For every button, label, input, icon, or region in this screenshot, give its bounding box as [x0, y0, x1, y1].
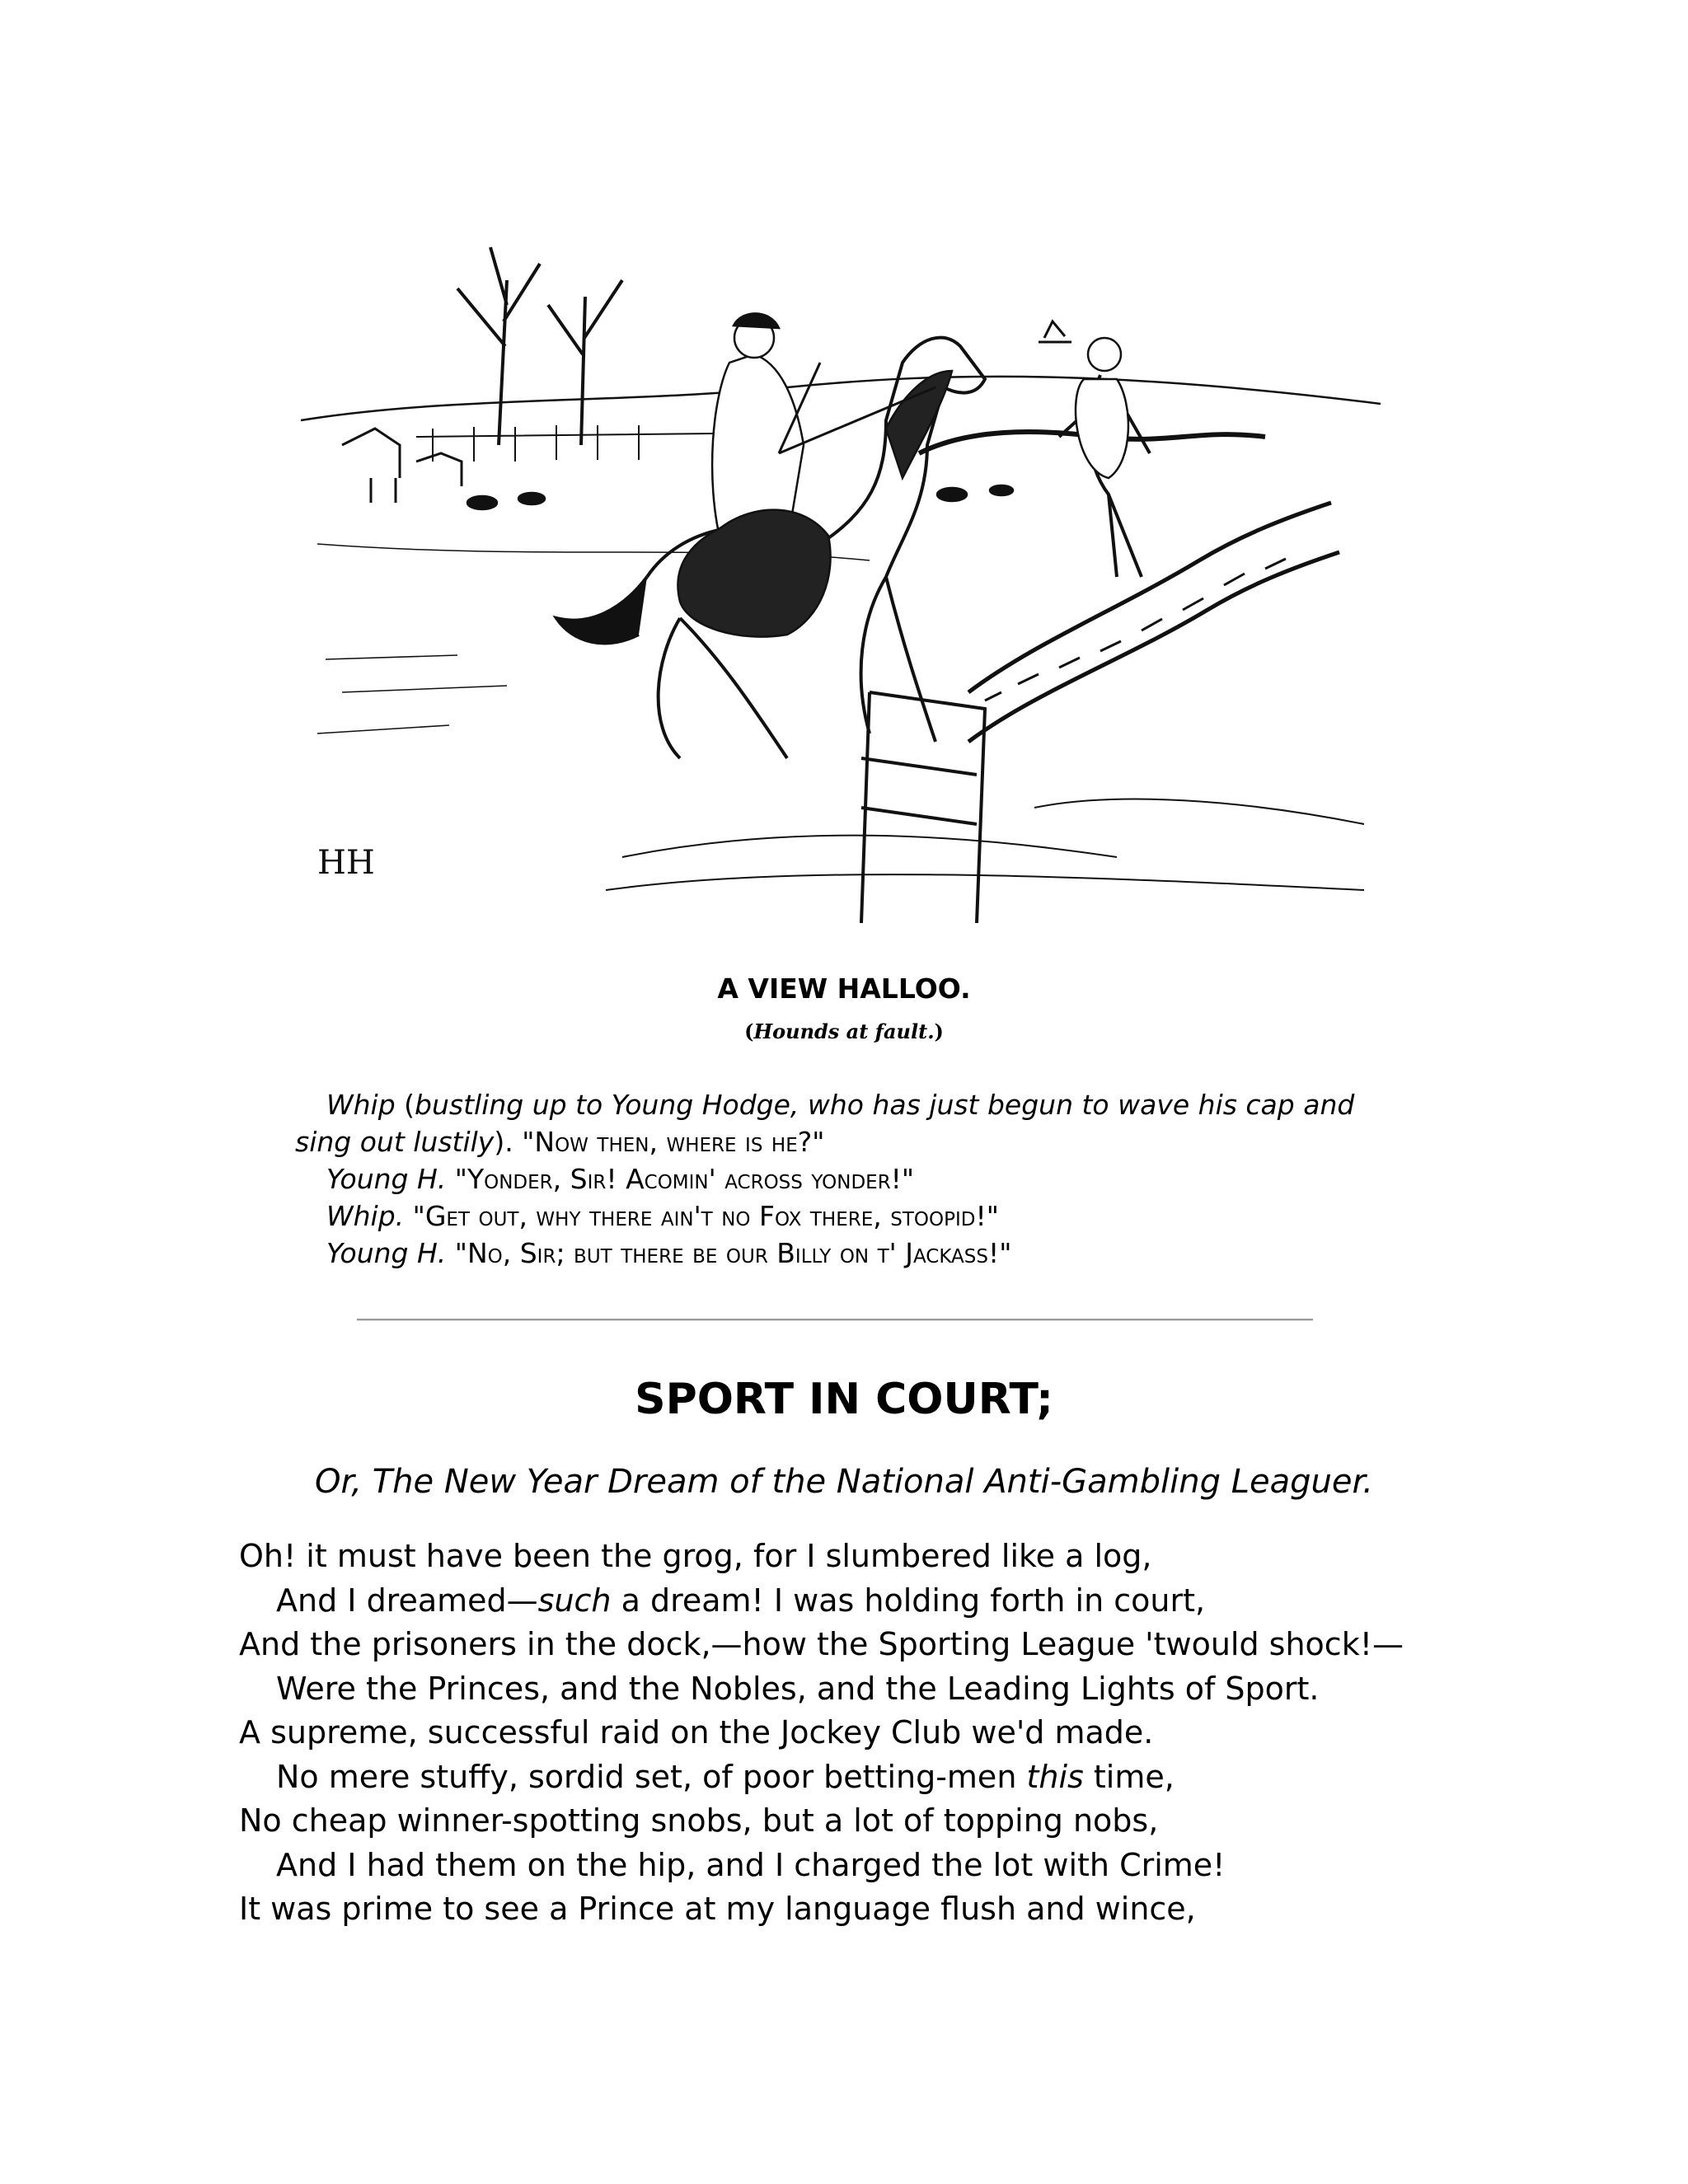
poem-line-7: No cheap winner-spotting snobs, but a lot of topping nobs, — [239, 1802, 1159, 1839]
caption-paren-close: ) — [934, 1019, 944, 1043]
poem-line-2-emphasis: such — [537, 1582, 612, 1619]
illustration-caption-title: A VIEW HALLOO. — [717, 972, 971, 1005]
speech-text: "Get out, why there ain't no Fox there, stoopid!" — [404, 1200, 999, 1232]
cartoon-dialogue — [295, 1086, 1391, 1272]
poem-line-8: And I had them on the hip, and I charged the lot with Crime! — [276, 1846, 1226, 1883]
poem-line-6-c: time, — [1083, 1758, 1175, 1795]
poem-line-9: It was prime to see a Prince at my language flush and wince, — [239, 1891, 1196, 1927]
poem-subtitle: Or, The New Year Dream of the National Anti-Gambling Leaguer. — [315, 1463, 1373, 1501]
speech-text: "Yonder, Sir! Acomin' across yonder!" — [446, 1163, 915, 1195]
section-divider — [357, 1319, 1313, 1321]
speaker-whip: Whip. — [326, 1200, 405, 1232]
stage-direction-close: ). — [494, 1126, 523, 1158]
poem-line-5: A supreme, successful raid on the Jockey Club we'd made. — [239, 1714, 1154, 1750]
poem-line-2 — [239, 1579, 1657, 1624]
engraving-hunt-scene-icon — [293, 231, 1389, 923]
poem-line-1: Oh! it must have been the grog, for I slumbered like a log, — [239, 1538, 1152, 1574]
speaker-whip: Whip — [326, 1089, 396, 1121]
poem-line-2-a: And I dreamed— — [276, 1582, 538, 1619]
speaker-young-h: Young H. — [326, 1237, 447, 1269]
poem-line-6-a: No mere stuffy, sordid set, of poor betting-men — [276, 1758, 1027, 1795]
speech-text: "No, Sir; but there be our Billy on t' Jackass!" — [446, 1237, 1012, 1269]
dialogue-line-3 — [295, 1197, 1391, 1235]
illustration-caption-subtitle — [0, 1019, 1688, 1043]
poem-line-6 — [239, 1755, 1657, 1800]
caption-paren-open: ( — [744, 1019, 754, 1043]
stage-direction: bustling up to Young Hodge, who has just begun to wave his cap and sing out lustily — [295, 1089, 1355, 1158]
poem-title: SPORT IN COURT; — [635, 1375, 1053, 1424]
speech-text: "Now then, where is he?" — [522, 1126, 825, 1158]
poem-body — [239, 1535, 1657, 1932]
caption-subtitle-text: Hounds at fault. — [753, 1019, 935, 1043]
dialogue-line-1 — [295, 1086, 1391, 1160]
dialogue-line-4 — [295, 1235, 1391, 1272]
speaker-young-h: Young H. — [326, 1163, 447, 1195]
dialogue-line-2 — [295, 1160, 1391, 1197]
poem-line-4: Were the Princes, and the Nobles, and the Leading Lights of Sport. — [276, 1670, 1320, 1707]
poem-line-2-c: a dream! I was holding forth in court, — [611, 1582, 1206, 1619]
artist-monogram: HH — [317, 844, 375, 882]
stage-direction-open: ( — [395, 1089, 415, 1121]
poem-line-6-emphasis: this — [1026, 1758, 1084, 1795]
poem-line-3: And the prisoners in the dock,—how the Sporting League 'twould shock!— — [239, 1626, 1404, 1662]
hunt-illustration — [293, 231, 1389, 923]
